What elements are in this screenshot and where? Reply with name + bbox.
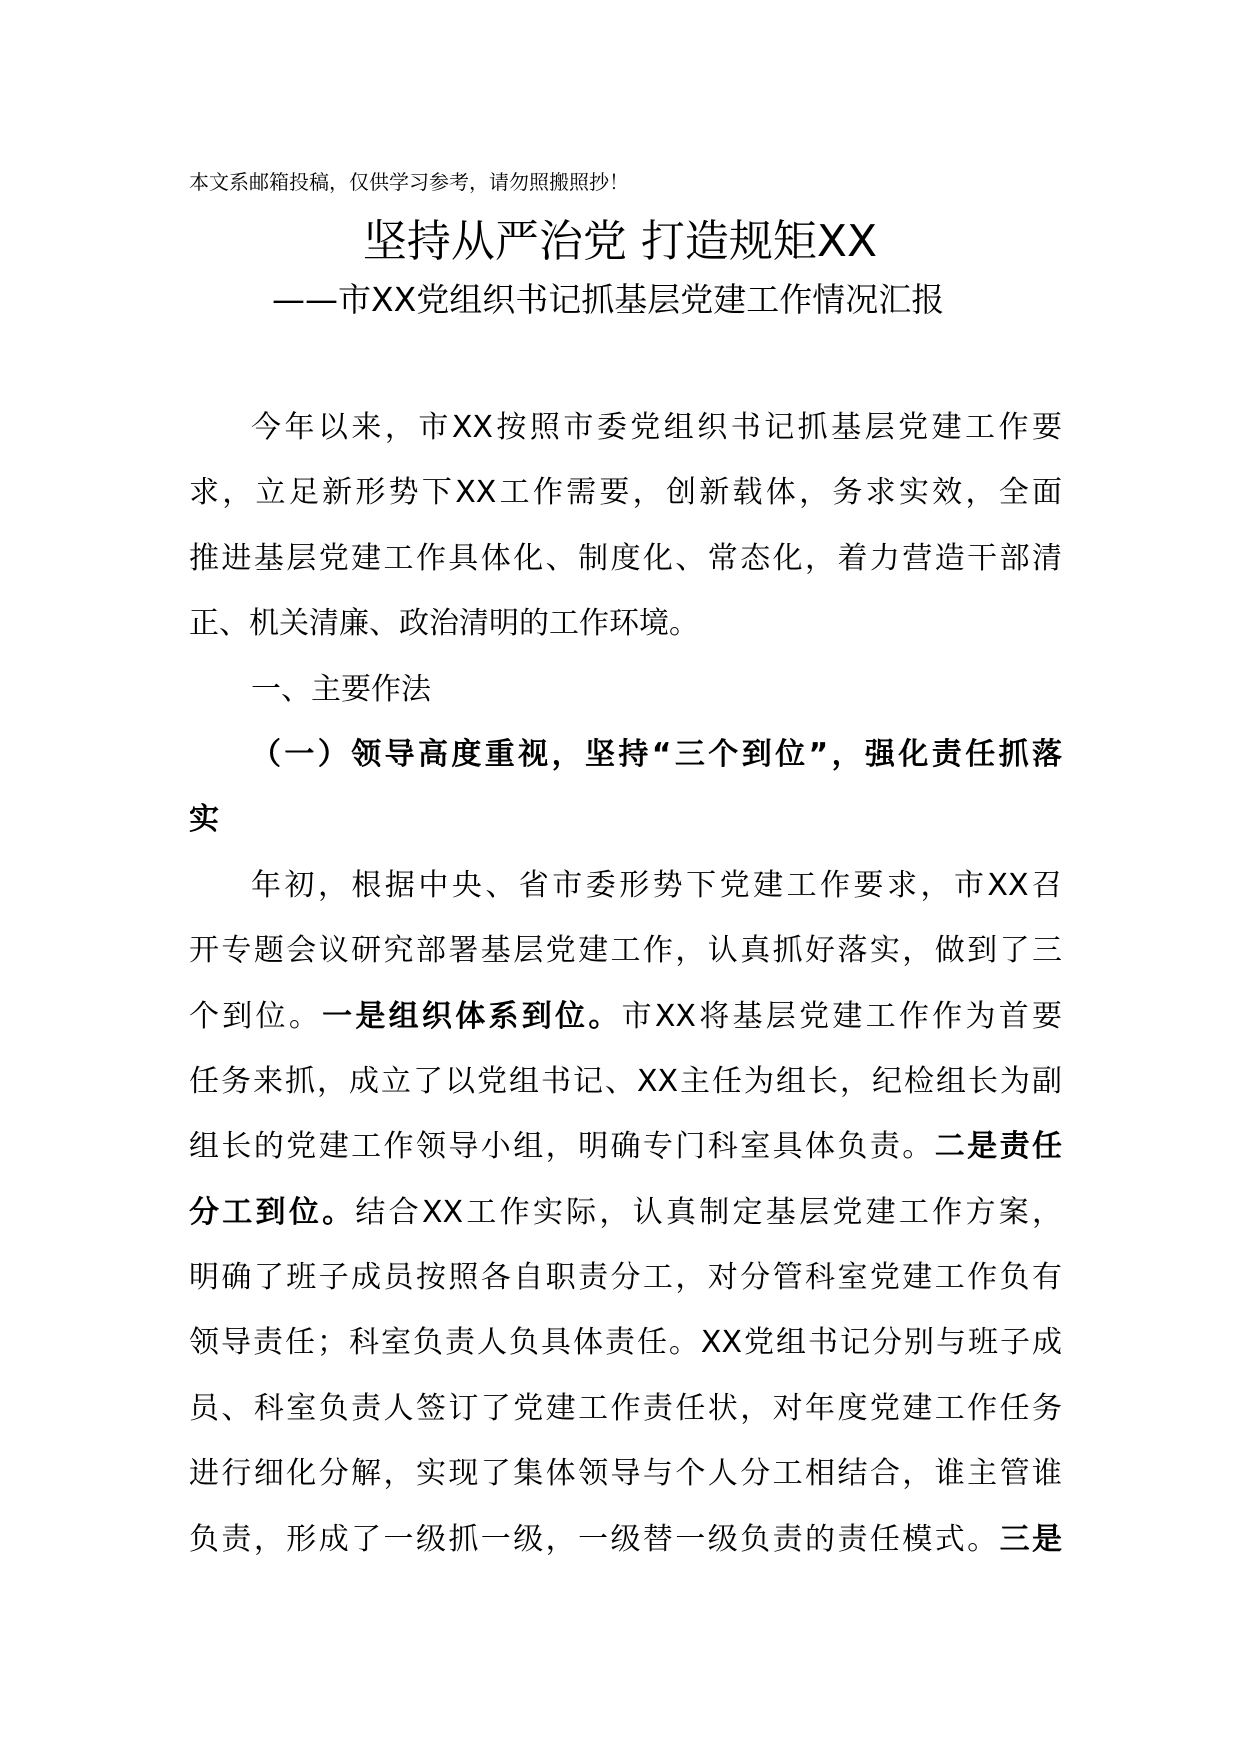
text-segment: 今年以来，市XX按照市委党组织书记抓基层党建工作要 — [251, 410, 1062, 445]
text-line — [189, 1454, 1062, 1519]
bold-text: （一）领导高度重视，坚持“三个到位”，强化责任抓落 — [251, 736, 1062, 772]
text-segment: 求，立足新形势下XX工作需要，创新载体，务求实效，全面 — [189, 475, 1062, 511]
text-line — [189, 408, 1062, 473]
text-segment: 个到位。 — [189, 998, 323, 1034]
bold-text: 分工到位。 — [189, 1194, 356, 1230]
bold-text: 实 — [189, 802, 219, 838]
header-note: 本文系邮箱投稿，仅供学习参考，请勿照搬照抄！ — [189, 170, 629, 194]
text-segment: 员、科室负责人签订了党建工作责任状，对年度党建工作任务 — [189, 1390, 1062, 1426]
text-segment: 结合XX工作实际，认真制定基层党建工作方案， — [355, 1194, 1063, 1230]
text-line — [189, 1062, 1062, 1127]
document-title: 坚持从严治党 打造规矩XX — [362, 216, 878, 267]
text-line — [189, 473, 1062, 538]
text-line — [189, 1389, 1062, 1454]
document-body — [189, 408, 1062, 1585]
text-line — [189, 1520, 1062, 1585]
text-line — [189, 800, 1062, 865]
text-line — [189, 1193, 1062, 1258]
text-line — [189, 539, 1062, 604]
text-segment: 开专题会议研究部署基层党建工作，认真抓好落实，做到了三 — [189, 933, 1062, 969]
text-line — [189, 1127, 1062, 1192]
text-line — [189, 1258, 1062, 1323]
bold-text: 三是 — [999, 1521, 1063, 1557]
bold-text: 二是责任 — [934, 1129, 1063, 1165]
text-line — [189, 670, 1062, 735]
text-segment: 组长的党建工作领导小组，明确专门科室具体负责。 — [189, 1129, 935, 1165]
text-segment: 任务来抓，成立了以党组书记、XX主任为组长，纪检组长为副 — [189, 1063, 1062, 1099]
document-subtitle: ——市XX党组织书记抓基层党建工作情况汇报 — [272, 280, 945, 319]
text-segment: 推进基层党建工作具体化、制度化、常态化，着力营造干部清 — [189, 540, 1062, 576]
text-line — [189, 604, 1062, 669]
text-line — [189, 931, 1062, 996]
text-segment: 明确了班子成员按照各自职责分工，对分管科室党建工作负有 — [189, 1260, 1062, 1296]
text-line — [189, 735, 1062, 800]
text-segment: 负责，形成了一级抓一级，一级替一级负责的责任模式。 — [189, 1521, 1000, 1557]
text-segment: 正、机关清廉、政治清明的工作环境。 — [189, 606, 699, 642]
text-segment: 一、主要作法 — [251, 671, 431, 707]
text-segment: 进行细化分解，实现了集体领导与个人分工相结合，谁主管谁 — [189, 1456, 1062, 1492]
text-line — [189, 1323, 1062, 1388]
text-segment: 领导责任；科室负责人负具体责任。XX党组书记分别与班子成 — [189, 1325, 1062, 1361]
bold-text: 一是组织体系到位。 — [322, 998, 622, 1034]
text-segment: 年初，根据中央、省市委形势下党建工作要求，市XX召 — [251, 867, 1062, 903]
text-segment: 市XX将基层党建工作作为首要 — [621, 998, 1063, 1034]
text-line — [189, 997, 1062, 1062]
text-line — [189, 866, 1062, 931]
